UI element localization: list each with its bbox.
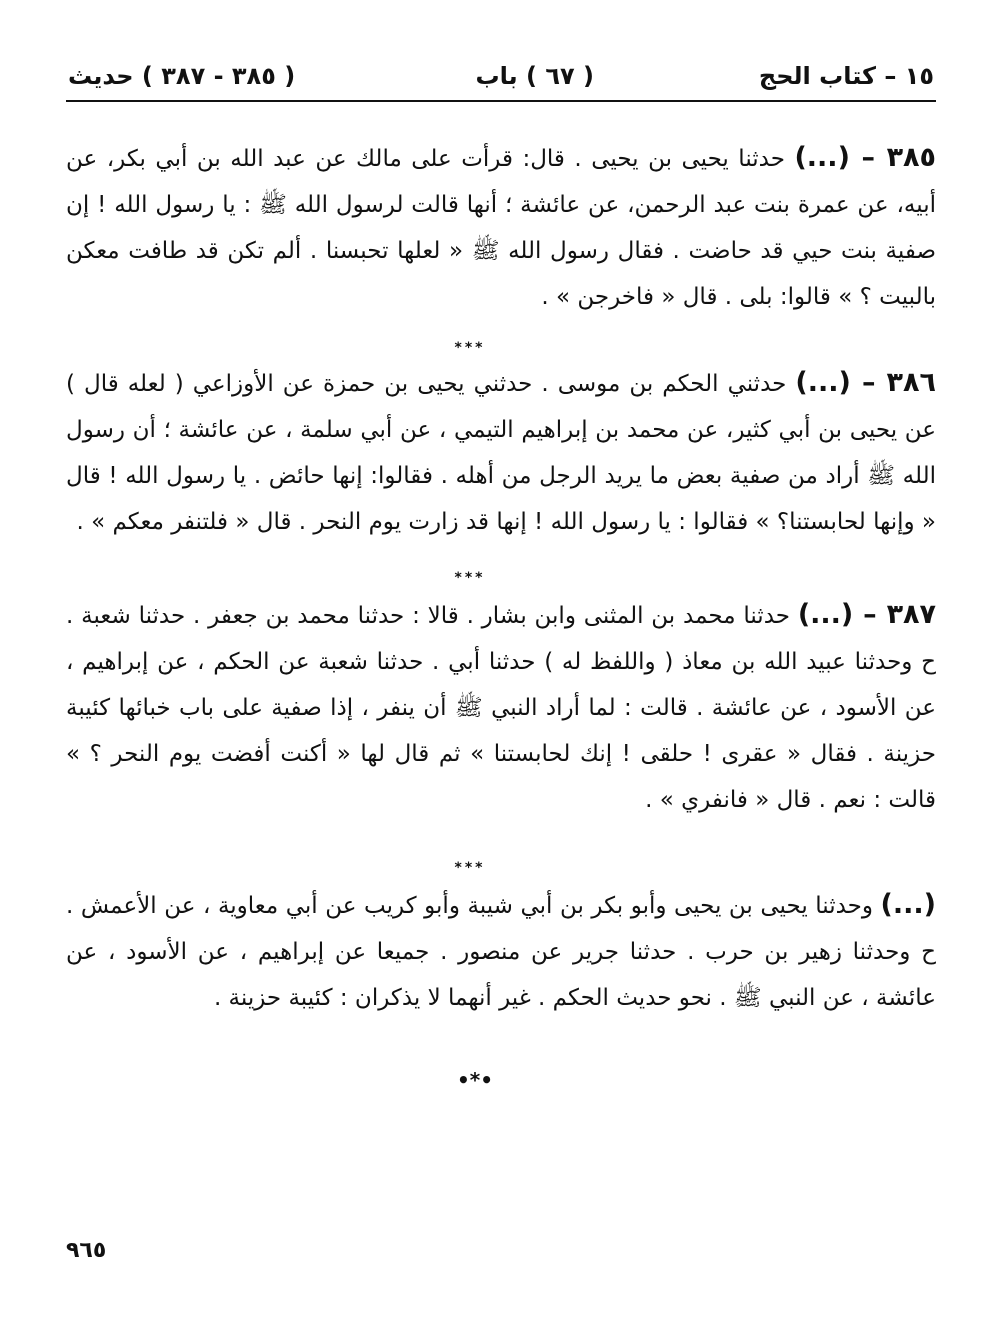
hadith-385 — [66, 135, 936, 320]
hadith-number: ٣٨٧ – (...) — [797, 599, 937, 630]
hadith-text: حدثنا يحيى بن يحيى . قال: قرأت على مالك عن عبد الله بن أبي بكر، عن أبيه، عن عمرة بنت عبد الرحمن، عن عائشة ؛ أنها قالت لرسول الله ﷺ : يا رسول الله ! إن صفية بنت حيي قد حاضت . فقال رسول الله ﷺ « لعلها تحبسنا . ألم تكن قد طافت معكن بالبيت ؟ » قالوا: بلى . قال « فاخرجن » . — [66, 146, 936, 310]
hadith-387-variant — [66, 882, 936, 1021]
header-chapter: ( ٦٧ ) باب — [475, 62, 594, 90]
section-separator: *** — [454, 860, 486, 876]
hadith-386 — [66, 360, 936, 545]
section-separator: *** — [454, 340, 486, 356]
running-header — [68, 62, 934, 96]
hadith-387 — [66, 592, 936, 823]
hadith-number: ٣٨٥ – (...) — [794, 142, 937, 173]
page-number: ٩٦٥ — [66, 1238, 107, 1263]
hadith-number: (...) — [880, 889, 936, 920]
header-book-title: ١٥ – كتاب الحج — [758, 62, 934, 90]
hadith-text: وحدثنا يحيى بن يحيى وأبو بكر بن أبي شيبة وأبو كريب عن أبي معاوية ، عن الأعمش . ح وحدثنا زهير بن حرب . حدثنا جرير عن منصور . جميعا عن إبراهيم ، عن الأسود ، عن عائشة ، عن النبي ﷺ . نحو حديث الحكم . غير أنهما لا يذكران : كئيبة حزينة . — [66, 893, 936, 1011]
section-separator: *** — [454, 570, 486, 586]
hadith-number: ٣٨٦ – (...) — [795, 367, 936, 398]
header-hadith-range: ( ٣٨٥ - ٣٨٧ ) حديث — [68, 62, 296, 90]
chapter-end-mark: •*• — [456, 1068, 494, 1092]
hadith-text: حدثني الحكم بن موسى . حدثني يحيى بن حمزة عن الأوزاعي ( لعله قال ) عن يحيى بن أبي كثير، عن محمد بن إبراهيم التيمي ، عن أبي سلمة ، عن عائشة ؛ أن رسول الله ﷺ أراد من صفية بعض ما يريد الرجل من أهله . فقالوا: إنها حائض . يا رسول الله ! قال « وإنها لحابستنا؟ » فقالوا : يا رسول الله ! إنها قد زارت يوم النحر . قال « فلتنفر معكم » . — [66, 371, 936, 535]
hadith-text: حدثنا محمد بن المثنى وابن بشار . قالا : حدثنا محمد بن جعفر . حدثنا شعبة . ح وحدثنا عبيد الله بن معاذ ( واللفظ له ) حدثنا أبي . حدثنا شعبة عن الحكم ، عن إبراهيم ، عن الأسود ، عن عائشة . قالت : لما أراد النبي ﷺ أن ينفر ، إذا صفية على باب خبائها كئيبة حزينة . فقال « عقرى ! حلقى ! إنك لحابستنا » ثم قال لها « أكنت أفضت يوم النحر ؟ » قالت : نعم . قال « فانفري » . — [66, 603, 936, 813]
header-rule — [66, 100, 936, 102]
